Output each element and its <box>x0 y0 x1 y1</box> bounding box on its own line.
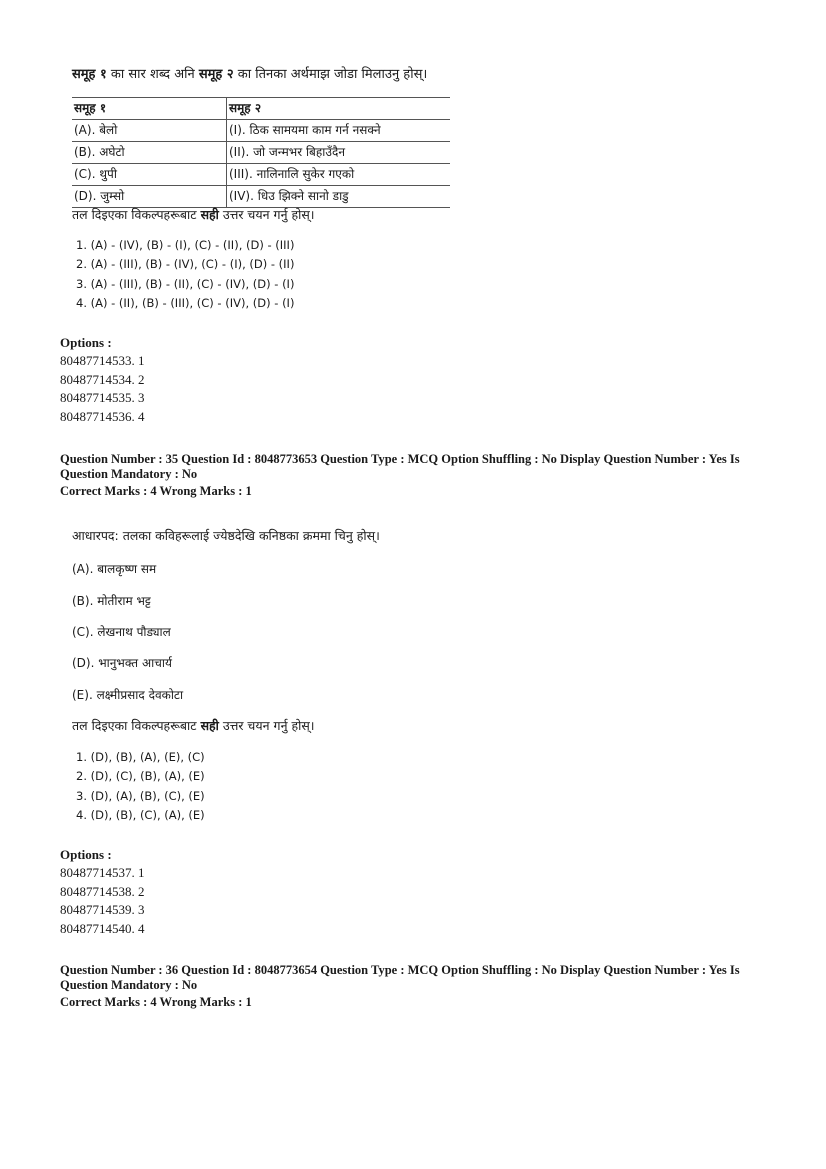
table-cell: (III). नालिनालि सुकेर गएको <box>227 164 451 186</box>
choice-item: 1. (A) - (IV), (B) - (I), (C) - (II), (D) - (III) <box>76 238 295 252</box>
list-item: (E). लक्ष्मीप्रसाद देवकोटा <box>72 688 184 702</box>
q35-instruction-prefix: तल दिइएका विकल्पहरूबाट <box>72 718 201 733</box>
table-cell: (B). अघेटो <box>72 142 227 164</box>
table-row <box>72 164 450 186</box>
q35-instruction-suffix: उत्तर चयन गर्नु होस्। <box>218 718 315 733</box>
q35-prompt-text: तलका कविहरूलाई ज्येष्ठदेखि कनिष्ठका क्रममा चिनु होस्। <box>118 528 380 543</box>
q35-instruction-bold: सही <box>200 718 219 733</box>
option-item: 80487714538. 2 <box>60 883 145 899</box>
table-cell: (IV). धिउ झिक्ने सानो डाडु <box>227 186 451 208</box>
q34-options-title: Options : <box>60 335 112 350</box>
q34-choice-list <box>76 236 294 313</box>
table-row <box>72 186 450 208</box>
q35-choice-list <box>76 748 205 825</box>
q35-marks: Correct Marks : 4 Wrong Marks : 1 <box>60 484 252 498</box>
choice-item: 4. (D), (B), (C), (A), (E) <box>76 807 205 822</box>
choice-item: 4. (A) - (II), (B) - (III), (C) - (IV), (D) - (I) <box>76 295 295 310</box>
list-item: (A). बालकृष्ण सम <box>72 562 157 576</box>
list-item: (D). भानुभक्त आचार्य <box>72 656 172 670</box>
table-cell: (II). जो जन्मभर बिहाउँदैन <box>227 142 451 164</box>
option-item: 80487714535. 3 <box>60 390 145 406</box>
q34-intro-group1: समूह १ <box>72 67 107 82</box>
option-item: 80487714537. 1 <box>60 865 145 880</box>
q35-options-title: Options : <box>60 847 112 862</box>
table-cell: (C). थुपी <box>72 164 227 186</box>
q34-intro-mid: का सार शब्द अनि <box>106 67 199 82</box>
q35-instruction <box>72 717 315 734</box>
option-item: 80487714540. 4 <box>60 920 145 936</box>
q36-meta-line2: Question Mandatory : No <box>60 978 198 992</box>
q34-instruction-prefix: तल दिइएका विकल्पहरूबाट <box>72 207 201 222</box>
table-header-group2: समूह २ <box>227 98 451 120</box>
choice-item: 3. (A) - (III), (B) - (II), (C) - (IV), (D) - (I) <box>76 276 295 291</box>
choice-item: 2. (A) - (III), (B) - (IV), (C) - (I), (D) - (II) <box>76 257 295 272</box>
q35-options-list <box>60 864 145 938</box>
q34-intro <box>72 64 427 82</box>
q34-instruction-bold: सही <box>200 207 219 222</box>
choice-item: 2. (D), (C), (B), (A), (E) <box>76 769 205 784</box>
table-cell: (I). ठिक सामयमा काम गर्न नसक्ने <box>227 120 451 142</box>
table-cell: (A). बेलो <box>72 120 227 142</box>
table-row <box>72 120 450 142</box>
q35-meta-line2: Question Mandatory : No <box>60 467 198 481</box>
q35-prompt <box>72 527 380 544</box>
table-cell: (D). जुम्सो <box>72 186 227 208</box>
q34-instruction <box>72 206 315 223</box>
q34-intro-suffix: का तिनका अर्थमाझ जोडा मिलाउनु होस्। <box>233 67 428 82</box>
list-item: (C). लेखनाथ पौड्याल <box>72 625 171 639</box>
matching-table <box>72 97 450 208</box>
option-item: 80487714539. 3 <box>60 902 145 918</box>
q35-meta <box>60 452 760 499</box>
q36-meta-line1: Question Number : 36 Question Id : 8048773654 Question Type : MCQ Option Shuffling : No Display Question Number : Yes Is <box>60 963 740 977</box>
table-row <box>72 142 450 164</box>
q34-intro-group2: समूह २ <box>198 67 234 82</box>
option-item: 80487714536. 4 <box>60 408 145 424</box>
q34-instruction-suffix: उत्तर चयन गर्नु होस्। <box>218 207 315 222</box>
table-header-group1: समूह १ <box>72 98 227 120</box>
list-item: (B). मोतीराम भट्ट <box>72 594 151 608</box>
choice-item: 1. (D), (B), (A), (E), (C) <box>76 750 205 764</box>
q36-marks: Correct Marks : 4 Wrong Marks : 1 <box>60 995 252 1009</box>
q36-meta <box>60 963 760 1010</box>
q34-options-list <box>60 352 145 426</box>
q35-meta-line1: Question Number : 35 Question Id : 8048773653 Question Type : MCQ Option Shuffling : No Display Question Number : Yes Is <box>60 452 740 466</box>
q35-prompt-label: आधारपद: <box>72 528 119 543</box>
choice-item: 3. (D), (A), (B), (C), (E) <box>76 788 205 803</box>
table-header-row <box>72 98 450 120</box>
option-item: 80487714533. 1 <box>60 353 145 368</box>
option-item: 80487714534. 2 <box>60 371 145 387</box>
